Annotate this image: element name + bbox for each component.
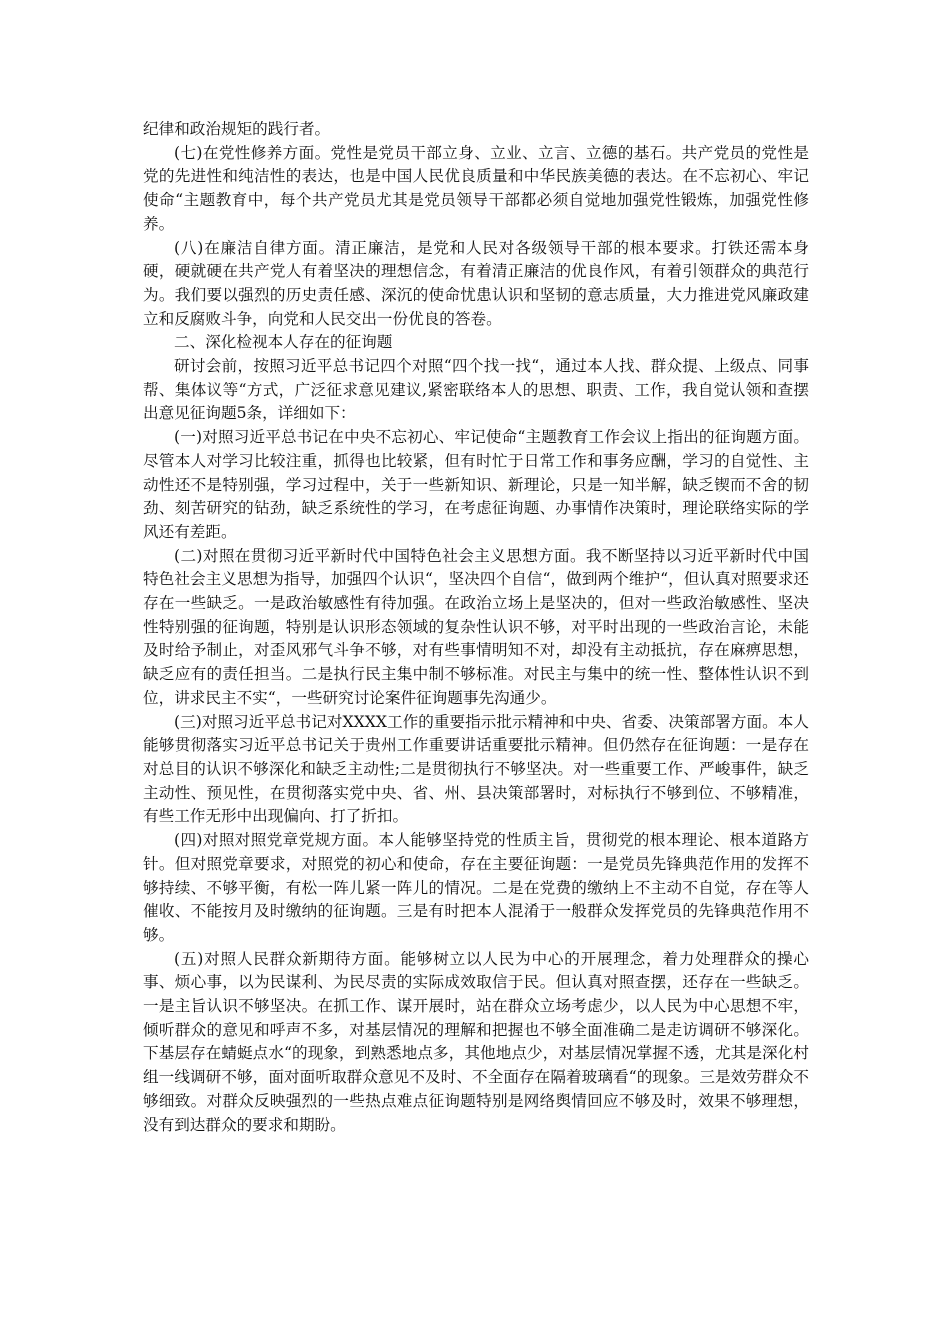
paragraph-section-7: (七)在党性修养方面。党性是党员干部立身、立业、立言、立德的基石。共产党员的党性是党的先进性和纯洁性的表达，也是中国人民优良质量和中华民族美德的表达。在不忘初心、牢记使命“主题教育中，每个共产党员尤其是党员领导干部都必须自觉地加强党性锻炼，加强党性修养。: [143, 143, 809, 233]
paragraph-item-5: (五)对照人民群众新期待方面。能够树立以人民为中心的开展理念，着力处理群众的操心事、烦心事，以为民谋利、为民尽责的实际成效取信于民。但认真对照查摆，还存在一些缺乏。一是主旨认识不够坚决。在抓工作、谋开展时，站在群众立场考虑少，以人民为中心思想不牢，倾听群众的意见和呼声不多，对基层情况的理解和把握也不够全面准确二是走访调研不够深化。下基层存在蜻蜓点水“的现象，到熟悉地点多，其他地点少，对基层情况掌握不透，尤其是深化村组一线调研不够，面对面听取群众意见不及时、不全面存在隔着玻璃看“的现象。三是效劳群众不够细致。对群众反映强烈的一些热点难点征询题特别是网络舆情回应不够及时，效果不够理想，没有到达群众的要求和期盼。: [143, 949, 809, 1134]
paragraph-section-8: (八)在廉洁自律方面。清正廉洁，是党和人民对各级领导干部的根本要求。打铁还需本身硬，硬就硬在共产党人有着坚决的理想信念，有着清正廉洁的优良作风，有着引领群众的典范行为。我们要以强烈的历史责任感、深沉的使命忧患认识和坚韧的意志质量，大力推进党风廉政建立和反腐败斗争，向党和人民交出一份优良的答卷。: [143, 238, 809, 328]
paragraph-item-1: (一)对照习近平总书记在中央不忘初心、牢记使命“主题教育工作会议上指出的征询题方面。尽管本人对学习比较注重，抓得也比较紧，但有时忙于日常工作和事务应酬，学习的自觉性、主动性还不是特别强，学习过程中，关于一些新知识、新理论，只是一知半解，缺乏锲而不舍的韧劲、刻苦研究的钻劲，缺乏系统性的学习，在考虑征询题、办事情作决策时，理论联络实际的学风还有差距。: [143, 428, 809, 541]
paragraph-item-4: (四)对照对照党章党规方面。本人能够坚持党的性质主旨，贯彻党的根本理论、根本道路方针。但对照党章要求，对照党的初心和使命，存在主要征询题：一是党员先锋典范作用的发挥不够持续、不够平衡，有松一阵儿紧一阵儿的情况。二是在党费的缴纳上不主动不自觉，存在等人催收、不能按月及时缴纳的征询题。三是有时把本人混淆于一般群众发挥党员的先锋典范作用不够。: [143, 831, 809, 944]
paragraph-continuation: 纪律和政治规矩的践行者。: [143, 120, 331, 138]
document-page: [143, 118, 809, 1137]
paragraph-intro: 研讨会前，按照习近平总书记四个对照“四个找一找“，通过本人找、群众提、上级点、同事帮、集体议等“方式，广泛征求意见建议,紧密联络本人的思想、职责、工作，我自觉认领和查摆出意见征询题5条，详细如下：: [143, 357, 809, 423]
paragraph-item-2: (二)对照在贯彻习近平新时代中国特色社会主义思想方面。我不断坚持以习近平新时代中国特色社会主义思想为指导，加强四个认识“，坚决四个自信“，做到两个维护“，但认真对照要求还存在一些缺乏。一是政治敏感性有待加强。在政治立场上是坚决的，但对一些政治敏感性、坚决性特别强的征询题，特别是认识形态领域的复杂性认识不够，对平时出现的一些政治言论，未能及时给予制止，对歪风邪气斗争不够，对有些事情明知不对，却没有主动抵抗，存在麻痹思想，缺乏应有的责任担当。二是执行民主集中制不够标准。对民主与集中的统一性、整体性认识不到位，讲求民主不实“，一些研究讨论案件征询题事先沟通少。: [143, 546, 809, 707]
paragraph-item-3: (三)对照习近平总书记对XXXX工作的重要指示批示精神和中央、省委、决策部署方面。本人能够贯彻落实习近平总书记关于贵州工作重要讲话重要批示精神。但仍然存在征询题：一是存在对总目的认识不够深化和缺乏主动性;二是贯彻执行不够坚决。对一些重要工作、严峻事件，缺乏主动性、预见性，在贯彻落实党中央、省、州、县决策部署时，对标执行不够到位、不够精准，有些工作无形中出现偏向、打了折扣。: [143, 712, 809, 826]
section-heading-2: 二、深化检视本人存在的征询题: [174, 333, 393, 352]
